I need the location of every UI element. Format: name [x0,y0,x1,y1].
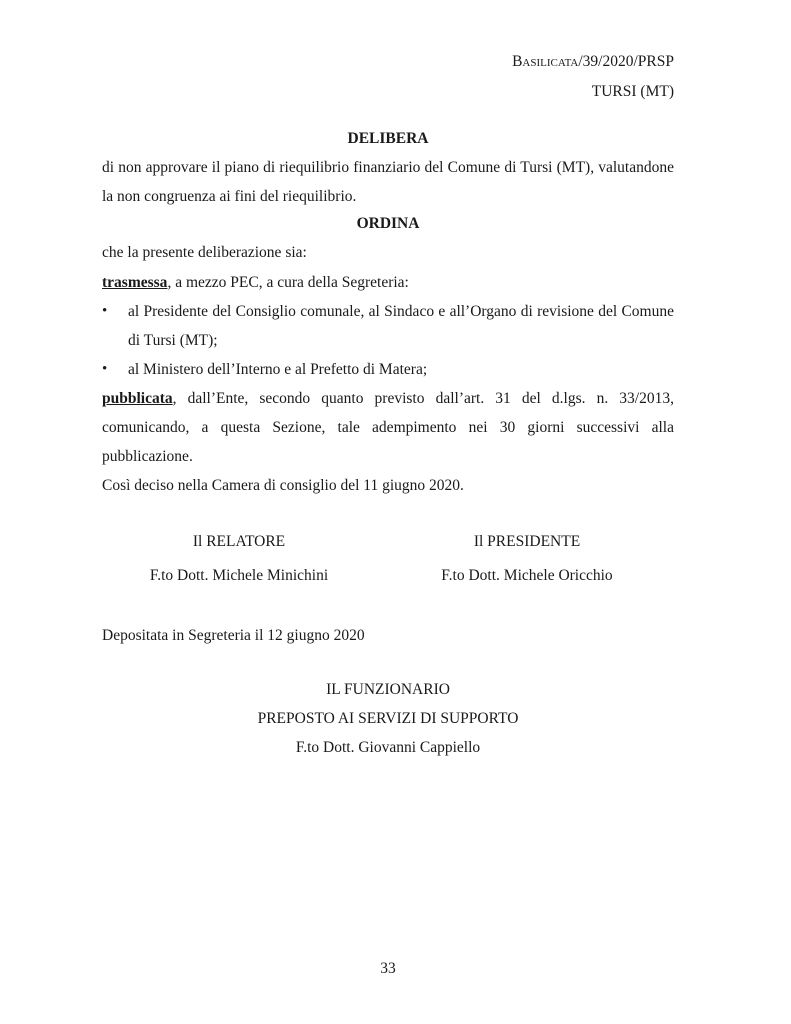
trasmessa-rest: , a mezzo PEC, a cura della Segreteria: [167,274,409,291]
pubblicata-rest: , dall’Ente, secondo quanto previsto dall’art. 31 del d.lgs. n. 33/2013, comunicando, a questa Sezione, tale adempimento nei 30 giorni successivi alla pubblicazione. [102,390,674,465]
reference-prefix-smallcaps: asilicata [522,53,579,70]
page-number: 33 [380,960,396,977]
trasmessa-line [102,268,674,297]
bullet-item [102,355,674,384]
funzionario-name: F.to Dott. Giovanni Cappiello [295,739,481,756]
reference-prefix-initial: B [512,53,523,70]
delibera-text: di non approvare il piano di riequilibrio finanziario del Comune di Tursi (MT), valutandone la non congruenza ai fini del riequilibrio. [102,159,674,205]
delibera-heading: DELIBERA [347,130,429,147]
closing-statement: Così deciso nella Camera di consiglio del 11 giugno 2020. [102,477,464,494]
funzionario-title: IL FUNZIONARIO [326,681,450,698]
deposit-text: Depositata in Segreteria il 12 giugno 2020 [102,627,365,644]
bullet-text: al Ministero dell’Interno e al Prefetto di Matera; [128,361,428,378]
reference-suffix: /39/2020/PRSP [578,53,674,70]
pubblicata-paragraph [102,384,674,471]
bullet-text: al Presidente del Consiglio comunale, al Sindaco e all’Organo di revisione del Comune di Tursi (MT); [128,303,674,349]
trasmessa-label: trasmessa [102,274,168,291]
presidente-title: Il PRESIDENTE [473,533,581,550]
bullet-item [102,297,674,355]
bullet-dot-icon: • [102,361,108,377]
bullet-dot-icon: • [102,303,108,319]
document-place: TURSI (MT) [591,83,674,100]
pubblicata-label: pubblicata [102,390,173,407]
presidente-name: F.to Dott. Michele Oricchio [441,567,613,584]
ordina-intro: che la presente deliberazione sia: [102,244,307,261]
relatore-name: F.to Dott. Michele Minichini [149,567,329,584]
ordina-heading: ORDINA [356,215,420,232]
document-reference [512,53,674,71]
funzionario-subtitle: PREPOSTO AI SERVIZI DI SUPPORTO [257,710,519,727]
relatore-title: Il RELATORE [192,533,286,550]
